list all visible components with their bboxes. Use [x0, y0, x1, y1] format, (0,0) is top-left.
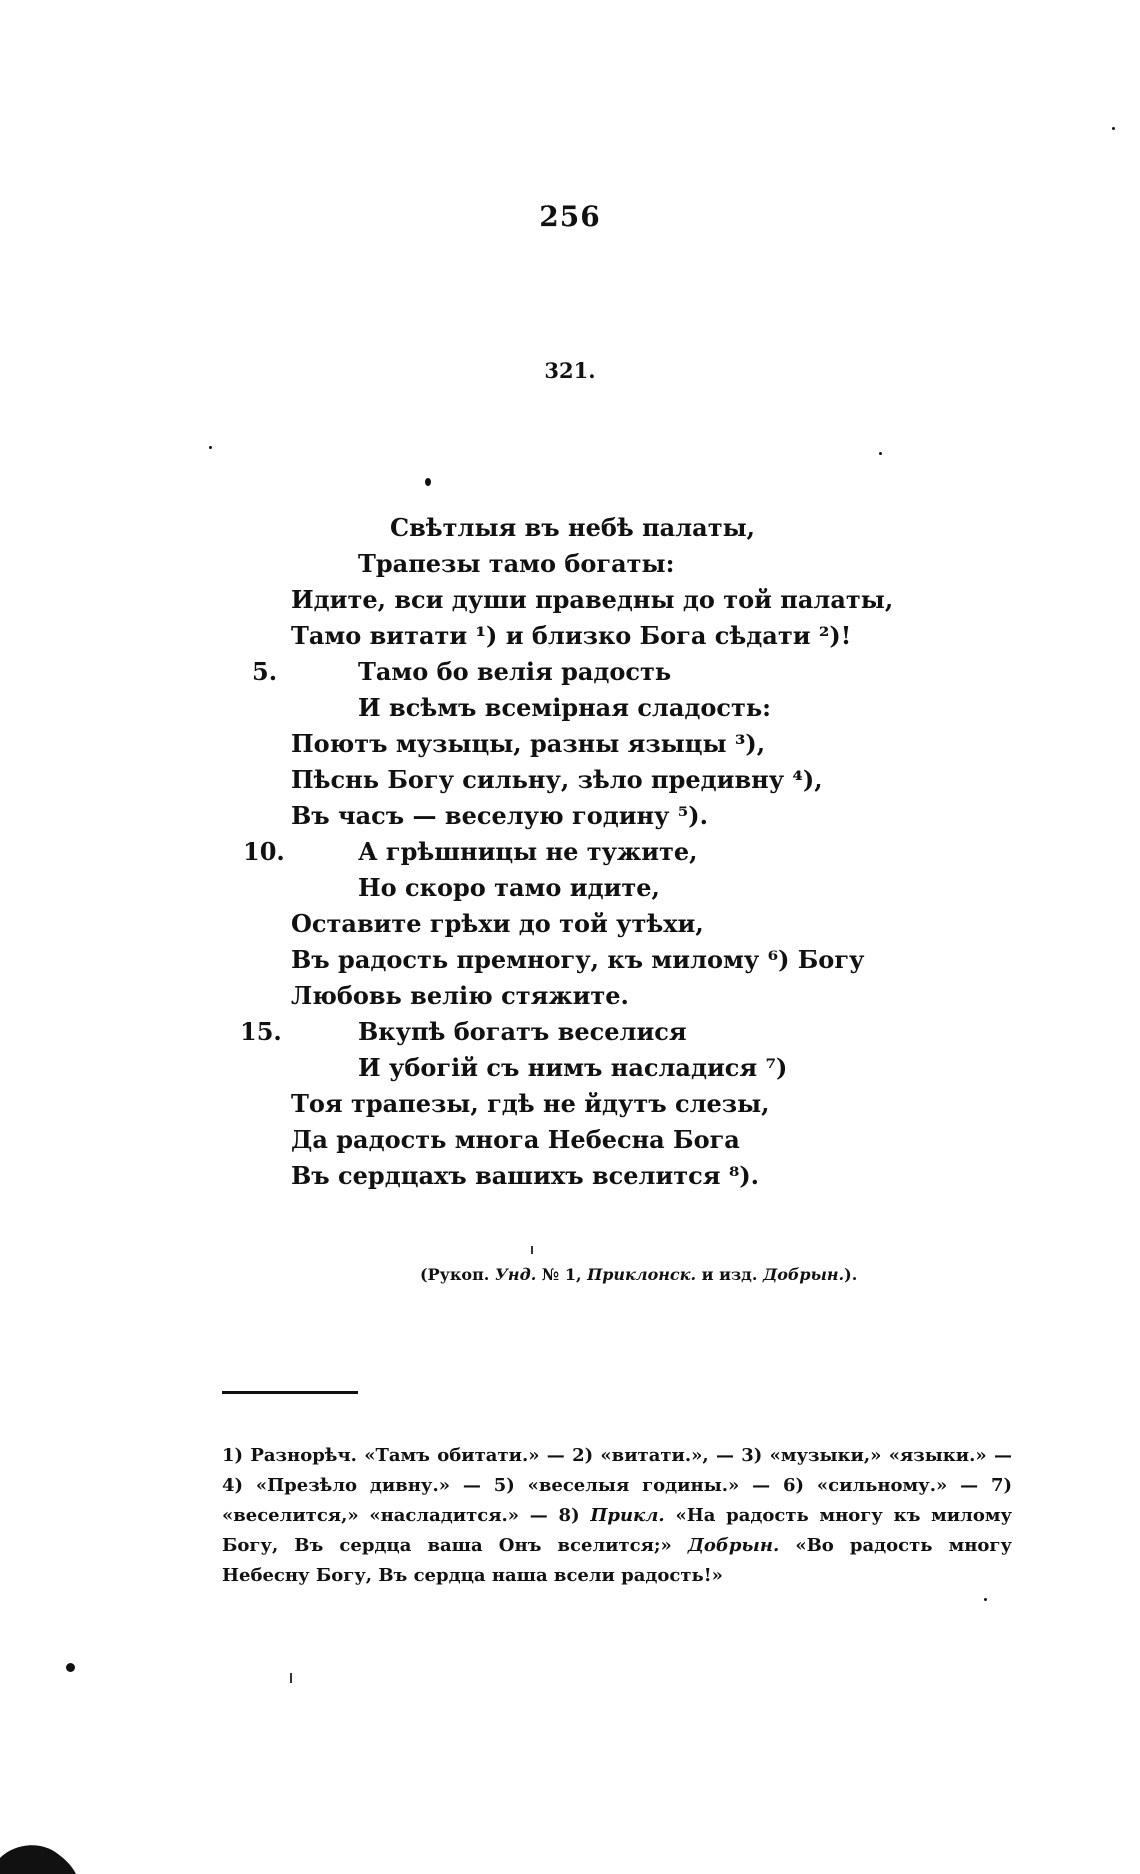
line-text: Оставите грѣхи до той утѣхи, [291, 909, 704, 938]
source-num: № 1, [541, 1265, 582, 1284]
source-and: и изд. [701, 1265, 758, 1284]
line-number: 10. [243, 837, 285, 866]
footnotes [222, 1441, 1012, 1591]
line-text: А грѣшницы не тужите, [358, 837, 698, 866]
footnote-rule [222, 1391, 358, 1394]
line-text: Тамо бо велія радость [358, 657, 672, 686]
print-speck [209, 446, 212, 449]
line-number: 15. [240, 1017, 282, 1046]
line-text: Свѣтлыя въ небѣ палаты, [390, 513, 755, 542]
poem-number: 321. [544, 358, 596, 383]
line-text: Вкупѣ богатъ веселися [358, 1017, 687, 1046]
footnote-prikl: Прикл. [590, 1505, 665, 1526]
line-text: Любовь велію стяжите. [291, 981, 629, 1010]
line-text: Трапезы тамо богаты: [358, 549, 675, 578]
line-text: Поютъ музыцы, разны языцы ³), [291, 729, 766, 758]
source-citation [420, 1265, 857, 1284]
footnote-text: «Во радость многу Небесну Богу, Въ сердца наша всели радость!» [222, 1535, 1012, 1586]
source-priklonsk: Приклонск. [587, 1265, 697, 1284]
line-text: И всѣмъ всемірная сладость: [358, 693, 772, 722]
line-number: 5. [252, 657, 278, 686]
line-text: Но скоро тамо идите, [358, 873, 660, 902]
page-number: 256 [539, 200, 601, 233]
footnote-text: 1) Разнорѣч. «Тамъ обитати.» — 2) «витати.», — 3) «музыки,» «языки.» — 4) «Презѣло дивну.» — 5) «веселыя годины.» — 6) «сильному.» — 7) «веселится,» «насладится.» — 8) [222, 1445, 1012, 1526]
line-text: Въ сердцахъ вашихъ вселится ⁸). [291, 1161, 760, 1190]
print-speck [531, 1246, 533, 1254]
line-text: И убогій съ нимъ насладися ⁷) [358, 1053, 788, 1082]
line-text: Да радость многа Небесна Бога [291, 1125, 740, 1154]
source-open: (Рукоп. [420, 1265, 490, 1284]
source-dobryn: Добрын. [762, 1265, 845, 1284]
source-close: ). [844, 1265, 858, 1284]
line-text: Тамо витати ¹) и близко Бога сѣдати ²)! [291, 621, 852, 650]
line-text: Въ часъ — веселую годину ⁵). [291, 801, 708, 830]
print-speck [425, 478, 431, 486]
line-text: Въ радость премногу, къ милому ⁶) Богу [291, 945, 865, 974]
footnote-text: «На радость многу къ милому Богу, Въ сердца ваша Онъ вселится;» [222, 1505, 1012, 1556]
line-text: Тоя трапезы, гдѣ не йдутъ слезы, [291, 1089, 770, 1118]
footnote-dobryn: Добрын. [687, 1535, 780, 1556]
line-text: Идите, вси души праведны до той палаты, [291, 585, 894, 614]
print-speck [879, 452, 882, 455]
print-speck [1112, 127, 1115, 130]
print-speck [290, 1673, 292, 1683]
print-speck [984, 1598, 987, 1601]
line-text: Пѣснь Богу сильну, зѣло предивну ⁴), [291, 765, 823, 794]
ink-blot [0, 1836, 76, 1874]
source-und: Унд. [494, 1265, 537, 1284]
print-speck [66, 1663, 75, 1672]
